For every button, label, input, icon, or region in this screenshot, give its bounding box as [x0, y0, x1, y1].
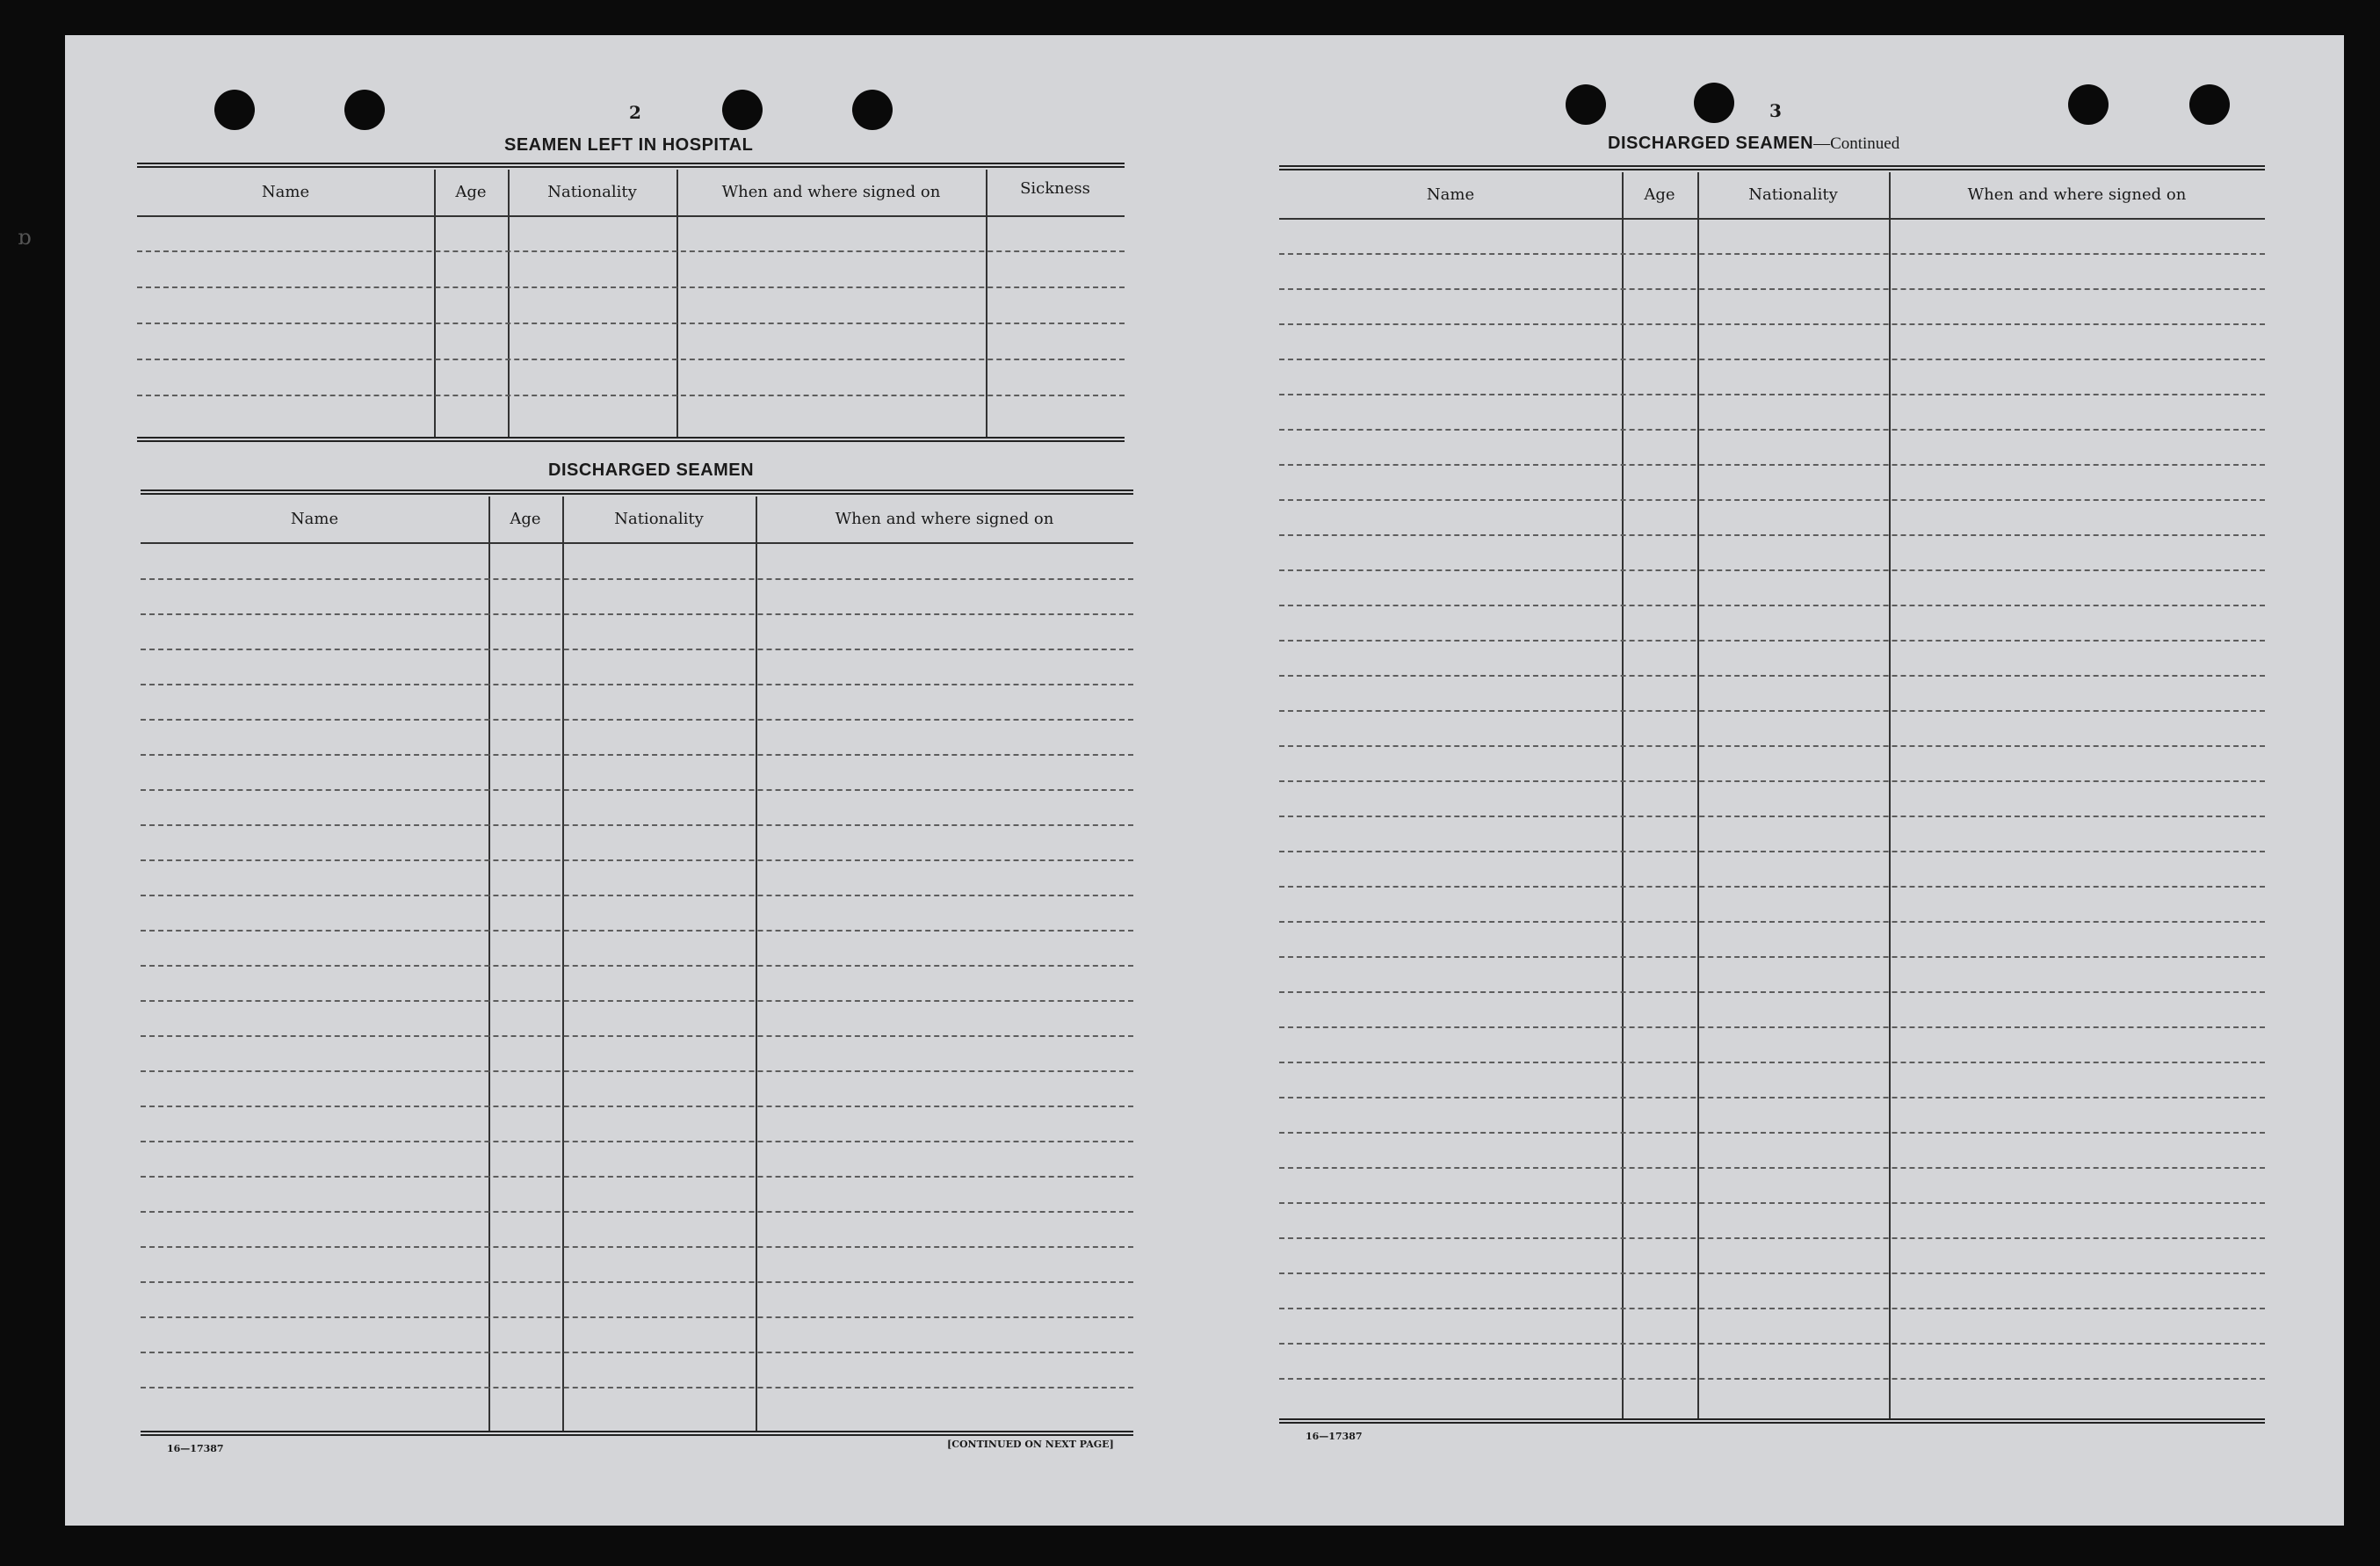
column-header-name: Name [261, 183, 310, 201]
table-row [1279, 1026, 2265, 1028]
table-row [141, 754, 1133, 756]
punch-hole [214, 90, 255, 130]
table-row [141, 1352, 1133, 1353]
table-row [1279, 1272, 2265, 1274]
continued-note: [CONTINUED ON NEXT PAGE] [947, 1439, 1114, 1450]
table-row [137, 395, 1125, 396]
discharged-table-header [141, 497, 1133, 544]
column-header-signed-on: When and where signed on [1967, 185, 2187, 204]
table-row [1279, 1237, 2265, 1239]
discharged-table-right [1279, 165, 2265, 1424]
punch-hole [722, 90, 763, 130]
table-row [1279, 394, 2265, 395]
table-row [137, 286, 1125, 288]
discharged-continued-title [1608, 134, 1899, 154]
table-row [141, 613, 1133, 615]
table-row [141, 1176, 1133, 1178]
punch-hole [1694, 83, 1734, 123]
column-header-sickness: Sickness [1020, 179, 1090, 198]
punch-hole [852, 90, 893, 130]
hospital-table-header [137, 170, 1125, 217]
table-row [141, 684, 1133, 685]
column-header-nationality: Nationality [547, 183, 637, 201]
table-row [1279, 956, 2265, 958]
table-row [137, 359, 1125, 360]
table-row [141, 1281, 1133, 1283]
column-header-signed-on: When and where signed on [835, 510, 1054, 528]
table-row [1279, 569, 2265, 571]
table-row [141, 719, 1133, 721]
punch-hole [2189, 84, 2230, 125]
page-number-left: 2 [629, 102, 641, 123]
discharged-table-left [141, 489, 1133, 1436]
scan-artifact-mark: ɒ [18, 225, 32, 250]
table-row [1279, 253, 2265, 255]
table-row [1279, 429, 2265, 431]
table-row [1279, 359, 2265, 360]
table-row [1279, 323, 2265, 325]
form-sheet [65, 35, 2344, 1526]
table-row [1279, 640, 2265, 642]
form-number-right: 16—17387 [1306, 1431, 1363, 1442]
column-header-nationality: Nationality [614, 510, 704, 528]
table-row [1279, 745, 2265, 747]
table-row [1279, 710, 2265, 712]
table-row [137, 323, 1125, 324]
table-row [1279, 780, 2265, 782]
table-row [141, 1035, 1133, 1037]
table-row [1279, 1062, 2265, 1063]
hospital-table [137, 163, 1125, 442]
punch-hole [1566, 84, 1606, 125]
table-row [1279, 464, 2265, 466]
table-row [1279, 851, 2265, 852]
table-row [141, 649, 1133, 650]
table-row [141, 965, 1133, 967]
column-header-name: Name [1426, 185, 1475, 204]
table-row [141, 1387, 1133, 1388]
table-row [1279, 1167, 2265, 1169]
table-row [1279, 1132, 2265, 1134]
table-row [1279, 1308, 2265, 1309]
table-row [141, 895, 1133, 896]
table-row [141, 1211, 1133, 1213]
table-row [141, 1106, 1133, 1107]
column-header-age: Age [510, 510, 541, 528]
punch-hole [2068, 84, 2109, 125]
column-header-signed-on: When and where signed on [721, 183, 941, 201]
table-row [1279, 534, 2265, 536]
table-row [1279, 886, 2265, 888]
discharged-continued-table-header [1279, 172, 2265, 220]
table-row [1279, 921, 2265, 923]
column-header-name: Name [290, 510, 339, 528]
discharged-section-title: DISCHARGED SEAMEN [548, 460, 755, 480]
table-row [141, 859, 1133, 861]
column-header-age: Age [455, 183, 487, 201]
form-number-left: 16—17387 [167, 1443, 224, 1454]
table-row [1279, 605, 2265, 606]
table-row [1279, 675, 2265, 677]
table-row [141, 1246, 1133, 1248]
table-row [1279, 288, 2265, 290]
table-row [1279, 499, 2265, 501]
column-header-age: Age [1644, 185, 1675, 204]
table-row [141, 578, 1133, 580]
table-row [141, 1316, 1133, 1318]
table-row [1279, 991, 2265, 993]
table-row [1279, 1097, 2265, 1098]
table-row [141, 1000, 1133, 1002]
page-number-right: 3 [1769, 100, 1782, 121]
table-row [1279, 1378, 2265, 1380]
table-row [1279, 1202, 2265, 1204]
title-continued: —Continued [1813, 134, 1900, 153]
hospital-section-title: SEAMEN LEFT IN HOSPITAL [504, 135, 754, 155]
table-row [141, 1070, 1133, 1072]
table-row [137, 250, 1125, 252]
table-row [1279, 816, 2265, 817]
table-row [141, 789, 1133, 791]
table-row [141, 1141, 1133, 1142]
punch-hole [344, 90, 385, 130]
column-header-nationality: Nationality [1748, 185, 1838, 204]
table-row [1279, 1343, 2265, 1345]
table-row [141, 824, 1133, 826]
table-row [141, 930, 1133, 932]
title-main: DISCHARGED SEAMEN [1608, 134, 1814, 153]
